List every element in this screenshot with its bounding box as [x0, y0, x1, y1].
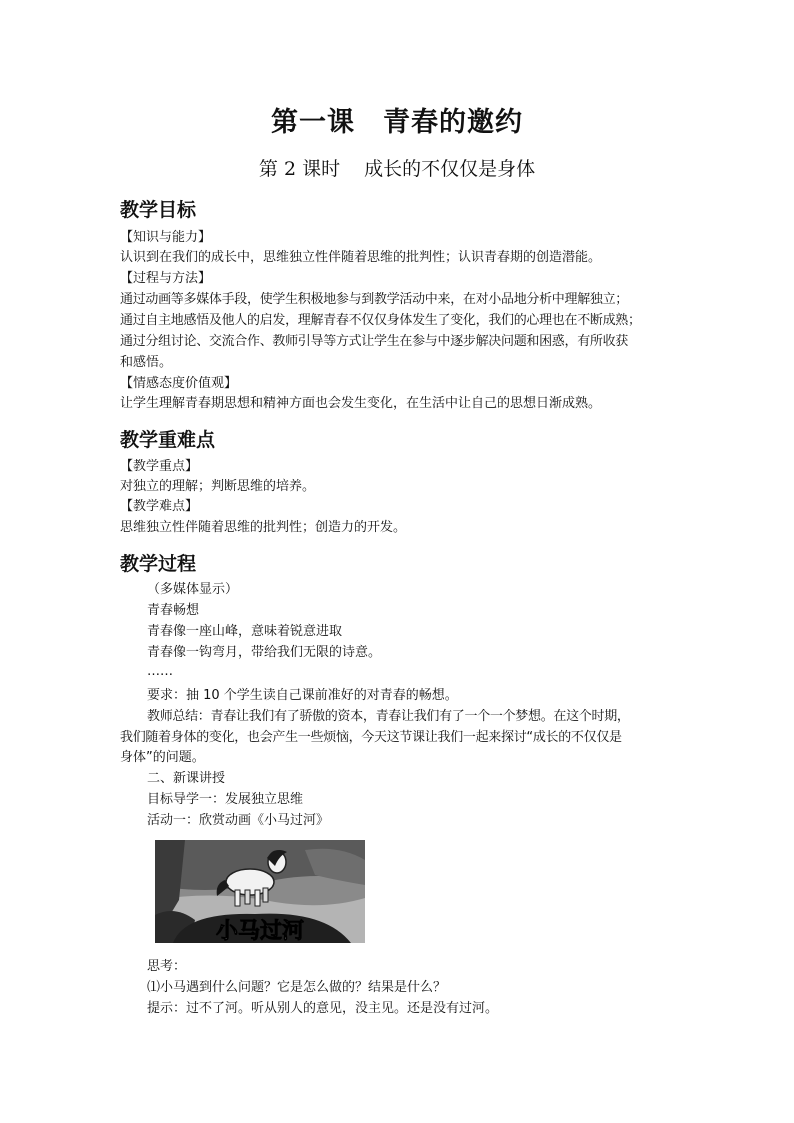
process-line: 通过动画等多媒体手段，使学生积极地参与到教学活动中来，在对小品地分析中理解独立；	[120, 292, 629, 307]
knowledge-text: 认识到在我们的成长中，思维独立性伴随着思维的批判性；认识青春期的创造潜能。	[120, 250, 602, 265]
difficulty-text: 思维独立性伴随着思维的批判性；创造力的开发。	[120, 520, 407, 535]
process-line: 和感悟。	[120, 355, 173, 370]
lesson-title	[0, 100, 794, 139]
new-lesson-heading: 二、新课讲授	[147, 771, 226, 786]
think-line: ⑴小马遇到什么问题？它是怎么做的？结果是什么？	[147, 980, 447, 995]
difficulty-label: 【教学难点】	[120, 499, 199, 514]
subtitle-topic: 成长的不仅仅是身体	[364, 158, 536, 180]
lesson-title-name: 青春的邀约	[383, 107, 523, 138]
think-line: 思考：	[147, 959, 187, 974]
animation-still-image	[155, 840, 365, 943]
process-label: 【过程与方法】	[120, 271, 212, 286]
process-wrap-line: 身体”的问题。	[120, 750, 205, 765]
emotion-label: 【情感态度价值观】	[120, 376, 238, 391]
emotion-text: 让学生理解青春期思想和精神方面也会发生变化，在生活中让自己的思想日渐成熟。	[120, 396, 602, 411]
section-heading-goals: 教学目标	[120, 199, 197, 221]
process-text-line: 青春像一钩弯月，带给我们无限的诗意。	[147, 645, 382, 660]
process-line: 通过自主地感悟及他人的启发，理解青春不仅仅身体发生了变化，我们的心理也在不断成熟；	[120, 313, 641, 328]
process-text-line: 教师总结：青春让我们有了骄傲的资本，青春让我们有了一个一个梦想。在这个时期，	[147, 709, 630, 724]
process-line: 通过分组讨论、交流合作、教师引导等方式让学生在参与中逐步解决问题和困惑，有所收获	[120, 334, 629, 349]
process-wrap-line: 我们随着身体的变化，也会产生一些烦恼，今天这节课让我们一起来探讨“成长的不仅仅是	[120, 730, 622, 745]
focus-label: 【教学重点】	[120, 459, 199, 474]
process-text-line: ……	[147, 664, 173, 679]
think-line: 提示：过不了河。听从别人的意见，没主见。还是没有过河。	[147, 1001, 499, 1016]
goal-guide-line: 目标导学一：发展独立思维	[147, 792, 304, 807]
subtitle-period: 第 2 课时	[258, 158, 341, 180]
focus-text: 对独立的理解；判断思维的培养。	[120, 479, 316, 494]
process-text-line: 青春像一座山峰，意味着锐意进取	[147, 624, 343, 639]
lesson-subtitle	[0, 154, 794, 181]
process-text-line: 要求：抽 10 个学生读自己课前准好的对青春的畅想。	[147, 688, 458, 703]
image-caption: 小马过河	[215, 919, 305, 943]
section-heading-process: 教学过程	[120, 553, 197, 575]
process-text-line: （多媒体显示）	[147, 582, 239, 597]
lesson-title-number: 第一课	[271, 107, 355, 138]
process-text-line: 青春畅想	[147, 603, 200, 618]
knowledge-label: 【知识与能力】	[120, 230, 212, 245]
section-heading-keypoints: 教学重难点	[120, 429, 216, 451]
activity-line: 活动一：欣赏动画《小马过河》	[147, 813, 330, 828]
